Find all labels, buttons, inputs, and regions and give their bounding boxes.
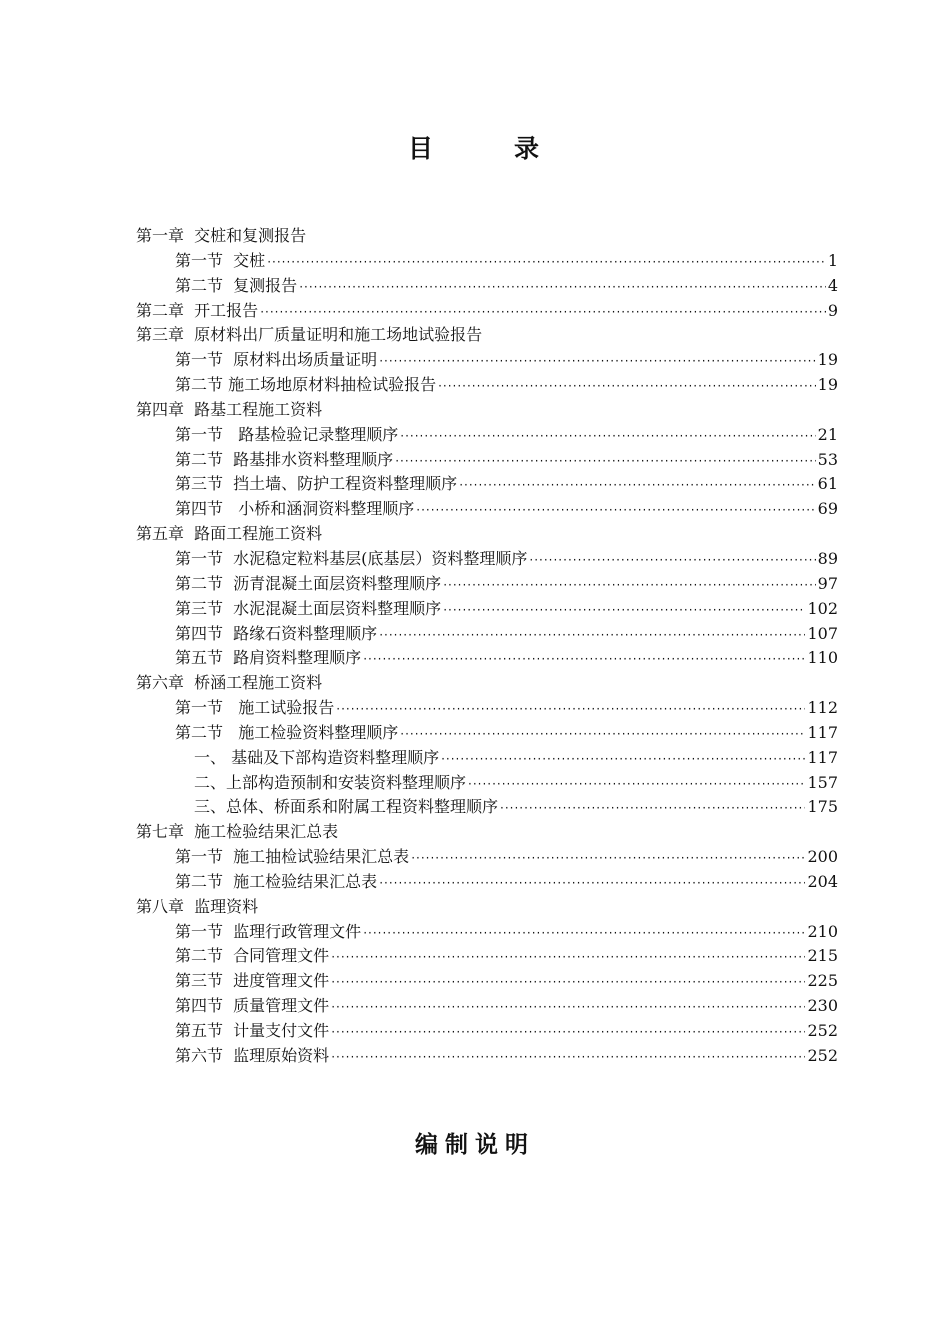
toc-entry-text: 第一节 监理行政管理文件 xyxy=(175,921,362,941)
toc-entry-text: 第三节 水泥混凝土面层资料整理顺序 xyxy=(175,598,442,618)
toc-entry-text: 第一章 交桩和复测报告 xyxy=(136,226,307,245)
toc-page-number: 69 xyxy=(817,499,838,519)
toc-entry-text: 第二节 沥青混凝土面层资料整理顺序 xyxy=(175,573,442,593)
toc-entry-text: 第三节 进度管理文件 xyxy=(175,971,330,991)
toc-entry-text: 第二节 施工检验资料整理顺序 xyxy=(175,722,399,742)
toc-entry-text: 第一节 水泥稳定粒料基层(底基层）资料整理顺序 xyxy=(175,548,528,568)
toc-page-number: 110 xyxy=(807,648,838,668)
toc-page-number: 252 xyxy=(807,1021,838,1040)
toc-entry xyxy=(136,348,838,373)
toc-entry-text: 第六节 监理原始资料 xyxy=(175,1045,330,1065)
toc-entry xyxy=(136,1019,838,1044)
toc-page-number: 175 xyxy=(807,797,838,817)
toc-entry-text: 第二章 开工报告 xyxy=(136,300,259,320)
toc-page-number: 225 xyxy=(807,971,838,991)
toc-entry-text: 第五章 路面工程施工资料 xyxy=(136,524,323,544)
toc-page-number: 230 xyxy=(807,996,838,1016)
toc-dot-leader xyxy=(379,623,805,648)
toc-entry-text: 三、总体、桥面系和附属工程资料整理顺序 xyxy=(194,797,499,817)
toc-page-number: 9 xyxy=(827,300,838,320)
toc-page-number: 200 xyxy=(807,847,838,867)
toc-dot-leader xyxy=(379,349,815,374)
toc-page-number: 215 xyxy=(807,946,838,966)
toc-dot-leader xyxy=(299,275,826,300)
toc-dot-leader xyxy=(529,548,815,573)
toc-entry xyxy=(136,274,838,299)
toc-page-number: 157 xyxy=(807,772,838,792)
toc-entry-text: 二、上部构造预制和安装资料整理顺序 xyxy=(194,772,467,792)
toc-dot-leader xyxy=(336,697,805,722)
toc-dot-leader xyxy=(331,945,805,970)
toc-dot-leader xyxy=(331,1020,805,1045)
toc-page-number: 19 xyxy=(817,375,838,395)
toc-entry xyxy=(136,423,838,448)
toc-entry xyxy=(136,323,838,348)
toc-page-number: 112 xyxy=(807,698,838,718)
toc-entry-text: 第三章 原材料出厂质量证明和施工场地试验报告 xyxy=(136,325,483,345)
toc-page-number: 21 xyxy=(817,424,838,444)
toc-page-number: 61 xyxy=(817,474,838,494)
toc-entry-text: 第三节 挡土墙、防护工程资料整理顺序 xyxy=(175,474,458,494)
toc-page-number: 117 xyxy=(807,722,838,742)
toc-entry xyxy=(136,671,838,696)
toc-entry-text: 第一节 原材料出场质量证明 xyxy=(175,350,378,370)
toc-entry xyxy=(136,969,838,994)
toc-dot-leader xyxy=(400,722,805,747)
toc-entry xyxy=(136,224,838,249)
toc-dot-leader xyxy=(400,424,815,449)
toc-entry-text: 第二节 合同管理文件 xyxy=(175,946,330,966)
toc-entry xyxy=(136,721,838,746)
toc-entry-text: 第二节 施工检验结果汇总表 xyxy=(175,871,378,891)
toc-entry-text: 第八章 监理资料 xyxy=(136,896,259,916)
toc-entry-text: 第二节 施工场地原材料抽检试验报告 xyxy=(175,375,437,395)
toc-page-number: 102 xyxy=(807,598,838,618)
toc-entry xyxy=(136,646,838,671)
toc-dot-leader xyxy=(441,747,805,772)
toc-dot-leader xyxy=(395,449,815,474)
toc-entry-text: 第四节 路缘石资料整理顺序 xyxy=(175,623,378,643)
toc-entry xyxy=(136,547,838,572)
toc-entry xyxy=(136,497,838,522)
toc-dot-leader xyxy=(267,250,826,275)
toc-dot-leader xyxy=(443,573,815,598)
toc-page-number: 97 xyxy=(817,573,838,593)
toc-entry xyxy=(136,994,838,1019)
toc-page-number: 19 xyxy=(817,350,838,370)
toc-entry xyxy=(136,373,838,398)
toc-dot-leader xyxy=(363,647,805,672)
toc-entry xyxy=(136,522,838,547)
toc-entry-text: 第六章 桥涵工程施工资料 xyxy=(136,673,323,693)
toc-dot-leader xyxy=(411,846,805,871)
toc-entry-text: 第七章 施工检验结果汇总表 xyxy=(136,822,339,842)
toc-dot-leader xyxy=(331,970,805,995)
toc-entry-text: 第二节 路基排水资料整理顺序 xyxy=(175,449,394,469)
toc-entry-text: 第二节 复测报告 xyxy=(175,275,298,295)
toc-entry xyxy=(136,1044,838,1069)
toc-page-number: 117 xyxy=(807,747,838,767)
toc-entry-text: 第五节 路肩资料整理顺序 xyxy=(175,648,362,668)
toc-dot-leader xyxy=(500,796,805,821)
toc-dot-leader xyxy=(468,772,805,797)
toc-page-number: 210 xyxy=(807,921,838,941)
toc-entry xyxy=(136,870,838,895)
toc-entry xyxy=(136,920,838,945)
toc-dot-leader xyxy=(438,374,816,399)
toc-entry xyxy=(136,696,838,721)
toc-entry-text: 第一节 路基检验记录整理顺序 xyxy=(175,424,399,444)
toc-entry xyxy=(136,249,838,274)
toc-entry-text: 第一节 交桩 xyxy=(175,250,266,270)
toc-dot-leader xyxy=(260,300,826,325)
toc-dot-leader xyxy=(331,1045,805,1070)
toc-page-number: 89 xyxy=(817,548,838,568)
toc-entry xyxy=(136,746,838,771)
toc-entry xyxy=(136,820,838,845)
toc-page-number: 53 xyxy=(817,449,838,469)
toc-entry xyxy=(136,944,838,969)
toc-entry-text: 第五节 计量支付文件 xyxy=(175,1021,330,1040)
toc-entry xyxy=(136,299,838,324)
toc-entry xyxy=(136,622,838,647)
toc-entry xyxy=(136,795,838,820)
section-title: 编制说明 xyxy=(415,1131,535,1158)
toc-entry-text: 一、 基础及下部构造资料整理顺序 xyxy=(194,747,440,767)
toc-entry-text: 第四节 小桥和涵洞资料整理顺序 xyxy=(175,499,415,519)
toc-page-number: 204 xyxy=(807,871,838,891)
toc-entry xyxy=(136,845,838,870)
toc-entry xyxy=(136,398,838,423)
toc-entry xyxy=(136,597,838,622)
toc-title: 目 录 xyxy=(407,134,567,163)
toc-dot-leader xyxy=(416,498,815,523)
toc-dot-leader xyxy=(459,473,815,498)
toc-dot-leader xyxy=(331,995,805,1020)
toc-entry xyxy=(136,472,838,497)
toc-dot-leader xyxy=(443,598,805,623)
toc-dot-leader xyxy=(379,871,805,896)
toc-entry-text: 第一节 施工试验报告 xyxy=(175,698,335,718)
toc-entry xyxy=(136,771,838,796)
toc-page-number: 1 xyxy=(827,250,838,270)
table-of-contents xyxy=(136,224,838,1069)
toc-entry xyxy=(136,448,838,473)
toc-page-number: 107 xyxy=(807,623,838,643)
toc-entry-text: 第一节 施工抽检试验结果汇总表 xyxy=(175,847,410,867)
toc-page-number: 4 xyxy=(827,275,838,295)
toc-entry-text: 第四节 质量管理文件 xyxy=(175,996,330,1016)
toc-entry-text: 第四章 路基工程施工资料 xyxy=(136,399,323,419)
toc-dot-leader xyxy=(363,921,805,946)
toc-entry xyxy=(136,572,838,597)
toc-page-number: 252 xyxy=(807,1045,838,1065)
toc-entry xyxy=(136,895,838,920)
